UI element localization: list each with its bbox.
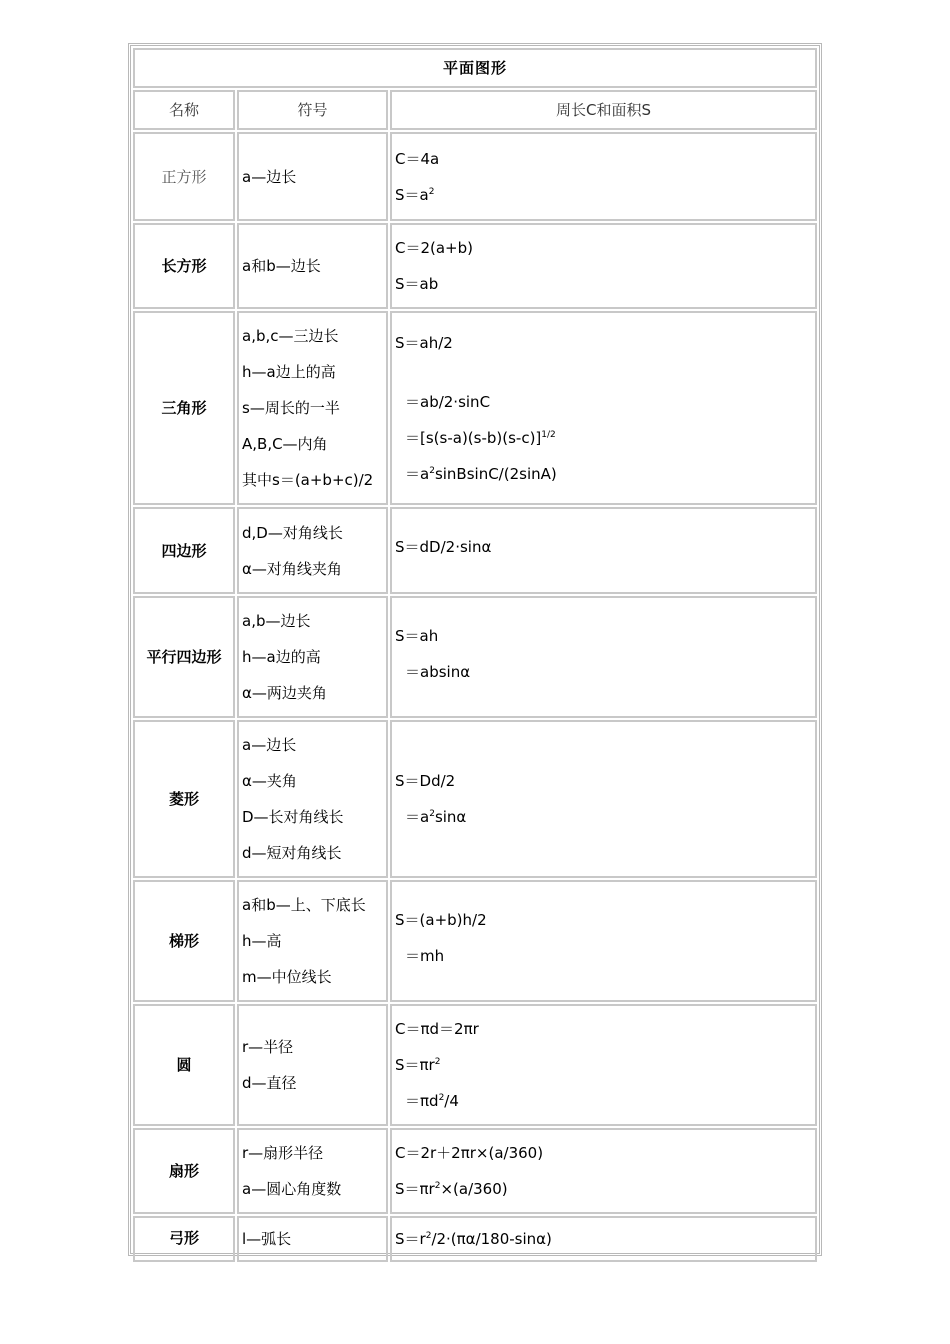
symbol-line: a—圆心角度数 (242, 1180, 342, 1198)
formula-line: C＝πd＝2πr (395, 1020, 479, 1038)
symbol-cell (237, 1004, 388, 1126)
symbol-line: 其中s＝(a+b+c)/2 (242, 471, 374, 489)
symbol-line: m—中位线长 (242, 968, 332, 986)
table-row (133, 596, 817, 718)
symbol-line: a,b,c—三边长 (242, 327, 339, 345)
symbol-line: d—直径 (242, 1074, 297, 1092)
symbol-cell (237, 880, 388, 1002)
header-name: 名称 (133, 90, 235, 130)
header-formula: 周长C和面积S (390, 90, 817, 130)
formula-cell (390, 507, 817, 594)
symbol-line: r—扇形半径 (242, 1144, 324, 1162)
table-row (133, 507, 817, 594)
symbol-cell (237, 223, 388, 309)
symbol-line: a—边长 (242, 736, 297, 754)
table-header-row (133, 90, 817, 130)
formula-line: $S=\pi r^2\times(a/360)$ (395, 1180, 508, 1198)
shape-name: 梯形 (133, 880, 235, 1002)
formula-line: S＝Dd/2 (395, 772, 456, 790)
symbol-line: h—a边上的高 (242, 363, 336, 381)
table-row (133, 1128, 817, 1214)
table-row (133, 880, 817, 1002)
formula-line: ＝absinα (405, 663, 471, 681)
symbol-line: h—a边的高 (242, 648, 321, 666)
symbol-line: a—边长 (242, 167, 297, 186)
symbol-cell (237, 1216, 388, 1262)
formula-line: S＝ah/2 (395, 333, 453, 352)
formula-cell (390, 132, 817, 221)
symbol-cell (237, 596, 388, 718)
formula-line: $=a^2\sin\alpha$ (405, 808, 467, 826)
table-row (133, 223, 817, 309)
symbol-line: A,B,C—内角 (242, 435, 328, 453)
header-symbol: 符号 (237, 90, 388, 130)
formula-line: $=[s(s-a)(s-b)(s-c)]^{1/2}$ (405, 428, 556, 447)
formula-line: C＝2r＋2πr×(a/360) (395, 1144, 544, 1162)
table-row (133, 132, 817, 221)
shape-name: 四边形 (133, 507, 235, 594)
formula-line: S＝dD/2·sinα (395, 538, 492, 556)
formula-line: C＝2(a+b) (395, 239, 474, 257)
symbol-cell (237, 132, 388, 221)
symbol-cell (237, 507, 388, 594)
symbol-line: s—周长的一半 (242, 399, 340, 417)
table-row (133, 1216, 817, 1262)
symbol-line: D—长对角线长 (242, 808, 344, 826)
table-row (133, 1004, 817, 1126)
symbol-line: h—高 (242, 932, 282, 950)
formula-cell (390, 223, 817, 309)
symbol-line: α—夹角 (242, 772, 297, 790)
formula-cell (390, 1004, 817, 1126)
shape-name: 正方形 (133, 132, 235, 221)
symbol-line: a和b—边长 (242, 257, 321, 275)
formula-cell (390, 596, 817, 718)
formula-cell (390, 880, 817, 1002)
plane-figures-table (131, 46, 819, 1264)
formula-line: S＝ah (395, 627, 439, 645)
shape-name: 扇形 (133, 1128, 235, 1214)
symbol-line: d—短对角线长 (242, 844, 342, 862)
symbol-line: α—两边夹角 (242, 684, 327, 702)
formula-line: ＝ab/2·sinC (405, 392, 491, 411)
table-title-row (133, 48, 817, 88)
symbol-line: r—半径 (242, 1038, 294, 1056)
symbol-line: a和b—上、下底长 (242, 896, 366, 914)
formula-line: $S=r^2/2\cdot(\pi\alpha/180-\sin\alpha)$ (395, 1230, 552, 1248)
symbol-line: l—弧长 (242, 1230, 292, 1248)
shape-name: 三角形 (133, 311, 235, 505)
shape-name: 弓形 (133, 1216, 235, 1262)
formula-line: $=a^2sinBsinC/(2\sin A)$ (405, 464, 557, 483)
symbol-cell (237, 311, 388, 505)
shape-name: 长方形 (133, 223, 235, 309)
formula-line: $S=a^2$ (395, 185, 435, 204)
symbol-cell (237, 720, 388, 878)
symbol-line: a,b—边长 (242, 612, 311, 630)
formula-cell (390, 720, 817, 878)
formula-cell (390, 1216, 817, 1262)
shape-name: 平行四边形 (133, 596, 235, 718)
formula-line: $S=\pi r^2$ (395, 1056, 441, 1074)
table-row (133, 720, 817, 878)
symbol-line: d,D—对角线长 (242, 523, 343, 542)
formula-cell (390, 1128, 817, 1214)
table-title: 平面图形 (133, 48, 817, 88)
formula-line: S＝(a+b)h/2 (395, 911, 487, 929)
formula-line: C＝4a (395, 149, 440, 168)
formula-cell (390, 311, 817, 505)
formula-line: $=\pi d^2/4$ (405, 1092, 459, 1110)
shape-name: 菱形 (133, 720, 235, 878)
formula-line: S＝ab (395, 275, 439, 293)
formula-table-frame (128, 43, 822, 1256)
shape-name: 圆 (133, 1004, 235, 1126)
table-row (133, 311, 817, 505)
formula-line: ＝mh (405, 947, 445, 965)
symbol-line: α—对角线夹角 (242, 559, 342, 578)
symbol-cell (237, 1128, 388, 1214)
